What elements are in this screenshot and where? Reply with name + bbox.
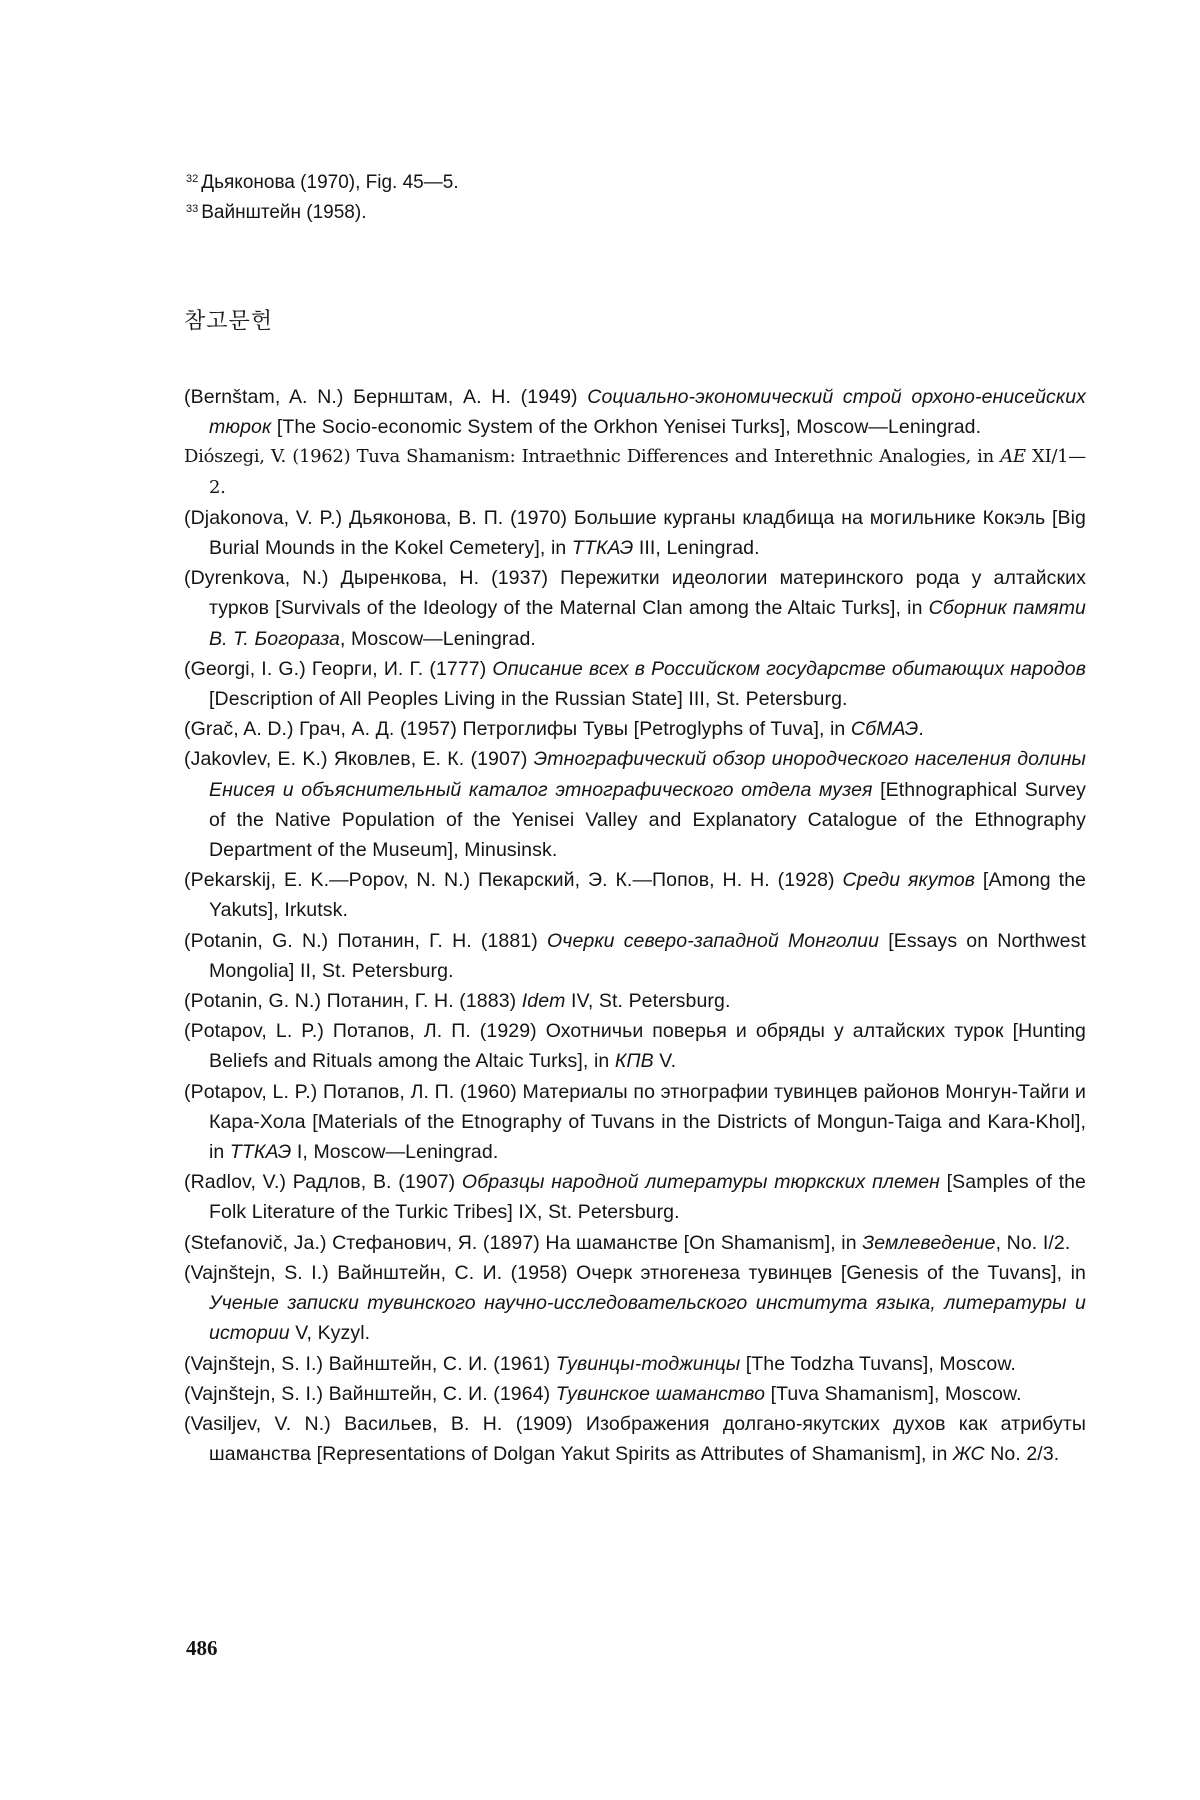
footnote-text: Вайнштейн (1958).: [201, 202, 367, 223]
bibliography-entry: [184, 563, 1086, 654]
entry-author: (Potanin, G. N.) Потанин, Г. Н. (1881): [184, 929, 547, 952]
bibliography-entry: [184, 926, 1086, 986]
entry-author: (Pekarskij, E. K.—Popov, N. N.) Пекарский, Э. К.—Попов, Н. Н. (1928): [184, 869, 843, 892]
entry-title: КПВ: [614, 1050, 654, 1073]
entry-title: Среди якутов: [842, 869, 976, 892]
entry-author: (Djakonova, V. P.) Дьяконова, В. П. (1970) Большие курганы кладбища на могильнике Кокэль [Big Burial Mounds in the Kokel Cemetery], in: [184, 506, 1086, 560]
entry-details: XI/1—2.: [209, 446, 1086, 498]
entry-title: AE: [1000, 446, 1026, 468]
entry-details: , Moscow—Leningrad.: [340, 627, 536, 650]
entry-title: Сборник памяти В. Т. Богораза: [209, 597, 1086, 650]
entry-title: Землеведение: [862, 1231, 996, 1254]
entry-author: (Bernštam, A. N.) Бернштам, А. Н. (1949): [184, 386, 588, 408]
footnote-number: 32: [186, 173, 199, 185]
entry-details: [The Socio-economic System of the Orkhon Yenisei Turks], Moscow—Leningrad.: [271, 416, 982, 439]
entry-author: (Vasiljev, V. N.) Васильев, В. Н. (1909) Изображения долгано-якутских духов как атрибуты шаманства [Representations of Dolgan Yakut Spirits as Attributes of Shamanism], in: [184, 1412, 1086, 1466]
entry-details: [Essays on Northwest Mongolia] II, St. Petersburg.: [209, 929, 1086, 982]
entry-details: V.: [653, 1050, 677, 1073]
entry-title: ТТКАЭ: [229, 1141, 292, 1164]
entry-title: Тувинское шаманство: [555, 1382, 766, 1405]
entry-author: (Georgi, I. G.) Георги, И. Г. (1777): [184, 657, 493, 680]
entry-details: [Ethnographical Survey of the Native Population of the Yenisei Valley and Explanatory Catalogue of the Ethnography Department of the Museum], Minusinsk.: [209, 778, 1086, 862]
entry-author: (Jakovlev, E. K.) Яковлев, Е. К. (1907): [184, 748, 534, 771]
entry-author: (Potanin, G. N.) Потанин, Г. Н. (1883): [184, 990, 522, 1013]
entry-title: Тувинцы-тоджинцы: [555, 1352, 741, 1375]
bibliography-entry: [184, 1409, 1086, 1469]
entry-details: [The Todzha Tuvans], Moscow.: [740, 1352, 1016, 1375]
entry-title: ТТКАЭ: [571, 537, 634, 560]
bibliography-entry: [184, 1228, 1086, 1258]
entry-author: (Vajnštejn, S. I.) Вайнштейн, С. И. (1964): [184, 1382, 556, 1405]
entry-author: Diószegi, V. (1962) Tuva Shamanism: Intraethnic Differences and Interethnic Analogies, in: [184, 446, 1001, 468]
bibliography-entry: [184, 1349, 1086, 1379]
entry-details: .: [918, 718, 924, 741]
entry-details: III, Leningrad.: [633, 537, 760, 560]
entry-author: (Potapov, L. P.) Потапов, Л. П. (1960) Материалы по этнографии тувинцев районов Монгун-Тайги и Кара-Хола [Materials of the Etnography of Tuvans in the Districts of Mongun-Taiga and Kara-Khol], in: [184, 1080, 1086, 1164]
entry-title: Idem: [521, 990, 566, 1013]
bibliography-entry: [184, 654, 1086, 714]
entry-title: Этнографический обзор инородческого населения долины Енисея и объяснительный каталог этнографического отдела музея: [209, 748, 1086, 801]
bibliography-entry: [184, 1016, 1086, 1076]
bibliography-entry: [184, 1258, 1086, 1349]
entry-title: Описание всех в Российском государстве обитающих народов: [492, 657, 1087, 680]
footnote-32: [186, 166, 886, 196]
bibliography-entry: [184, 503, 1086, 563]
entry-author: (Dyrenkova, N.) Дыренкова, Н. (1937) Пережитки идеологии материнского рода у алтайских турков [Survivals of the Ideology of the Maternal Clan among the Altaic Turks], in: [184, 567, 1086, 620]
bibliography-entry: [184, 865, 1086, 925]
entry-author: (Radlov, V.) Радлов, В. (1907): [184, 1171, 462, 1194]
entry-details: V, Kyzyl.: [289, 1322, 371, 1345]
entry-details: No. 2/3.: [984, 1443, 1060, 1466]
entry-details: [Description of All Peoples Living in the Russian State] III, St. Petersburg.: [209, 688, 848, 711]
bibliography-entry: [184, 1379, 1086, 1409]
bibliography-list: [184, 382, 1086, 1469]
bibliography-entry: [184, 1167, 1086, 1227]
entry-author: (Vajnštejn, S. I.) Вайнштейн, С. И. (1961): [184, 1352, 556, 1375]
entry-author: (Potapov, L. P.) Потапов, Л. П. (1929) Охотничьи поверья и обряды у алтайских турок [Hunting Beliefs and Rituals among the Altaic Turks], in: [184, 1020, 1086, 1073]
entry-title: Социально-экономический строй орхоно-енисейских тюрок: [209, 386, 1086, 439]
footnote-33: [186, 196, 886, 226]
footnote-number: 33: [186, 203, 199, 215]
bibliography-entry: [184, 744, 1086, 865]
bibliography-entry: [184, 1077, 1086, 1168]
entry-title: ЖС: [952, 1443, 985, 1466]
bibliography-entry: [184, 382, 1086, 442]
bibliography-entry: [184, 986, 1086, 1016]
entry-author: (Grač, A. D.) Грач, А. Д. (1957) Петроглифы Тувы [Petroglyphs of Tuva], in: [184, 718, 851, 741]
entry-title: СбМАЭ: [850, 718, 919, 741]
entry-title: Очерки северо-западной Монголии: [546, 929, 880, 952]
entry-details: [Tuva Shamanism], Moscow.: [765, 1382, 1022, 1405]
references-heading: 참고문헌: [184, 308, 274, 333]
entry-details: [Among the Yakuts], Irkutsk.: [209, 869, 1086, 922]
entry-title: Образцы народной литературы тюркских племен: [461, 1171, 940, 1194]
entry-details: IV, St. Petersburg.: [565, 990, 731, 1013]
entry-author: (Vajnštejn, S. I.) Вайнштейн, С. И. (1958) Очерк этногенеза тувинцев [Genesis of the Tuvans], in: [184, 1261, 1086, 1284]
entry-details: I, Moscow—Leningrad.: [291, 1141, 499, 1164]
entry-author: (Stefanovič, Ja.) Стефанович, Я. (1897) На шаманстве [On Shamanism], in: [184, 1231, 863, 1254]
footnote-text: Дьяконова (1970), Fig. 45—5.: [201, 172, 459, 193]
entry-details: [Samples of the Folk Literature of the Turkic Tribes] IX, St. Petersburg.: [209, 1171, 1086, 1224]
bibliography-entry: [184, 714, 1086, 744]
entry-details: , No. I/2.: [995, 1231, 1071, 1254]
entry-title: Ученые записки тувинского научно-исследовательского института языка, литературы и истории: [209, 1292, 1086, 1345]
footnotes: [186, 166, 886, 226]
bibliography-entry: [184, 442, 1086, 502]
page-number: 486: [186, 1636, 218, 1660]
